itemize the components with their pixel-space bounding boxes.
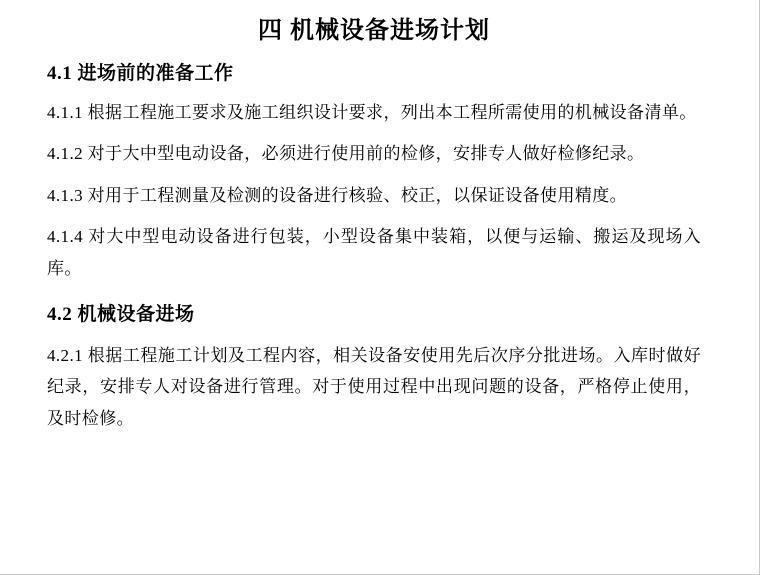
- section-heading-4-2: 4.2 机械设备进场: [47, 304, 195, 326]
- paragraph-4-1-2: 4.1.2 对于大中型电动设备，必须进行使用前的检修，安排专人做好检修纪录。: [47, 144, 645, 164]
- paragraph-4-1-1: 4.1.1 根据工程施工要求及施工组织设计要求，列出本工程所需使用的机械设备清单。: [47, 102, 697, 122]
- paragraph-4-1-4: 4.1.4 对大中型电动设备进行包装，小型设备集中装箱，以便与运输、搬运及现场入库。: [47, 227, 701, 278]
- section-heading-4-1: 4.1 进场前的准备工作: [47, 63, 234, 85]
- page-title: 四 机械设备进场计划: [258, 18, 490, 44]
- paragraph-4-2-1: 4.2.1 根据工程施工计划及工程内容，相关设备安使用先后次序分批进场。入库时做好纪录，安排专人对设备进行管理。对于使用过程中出现问题的设备，严格停止使用，及时检修。: [47, 345, 701, 428]
- paragraph-4-1-3: 4.1.3 对用于工程测量及检测的设备进行核验、校正，以保证设备使用精度。: [47, 185, 628, 205]
